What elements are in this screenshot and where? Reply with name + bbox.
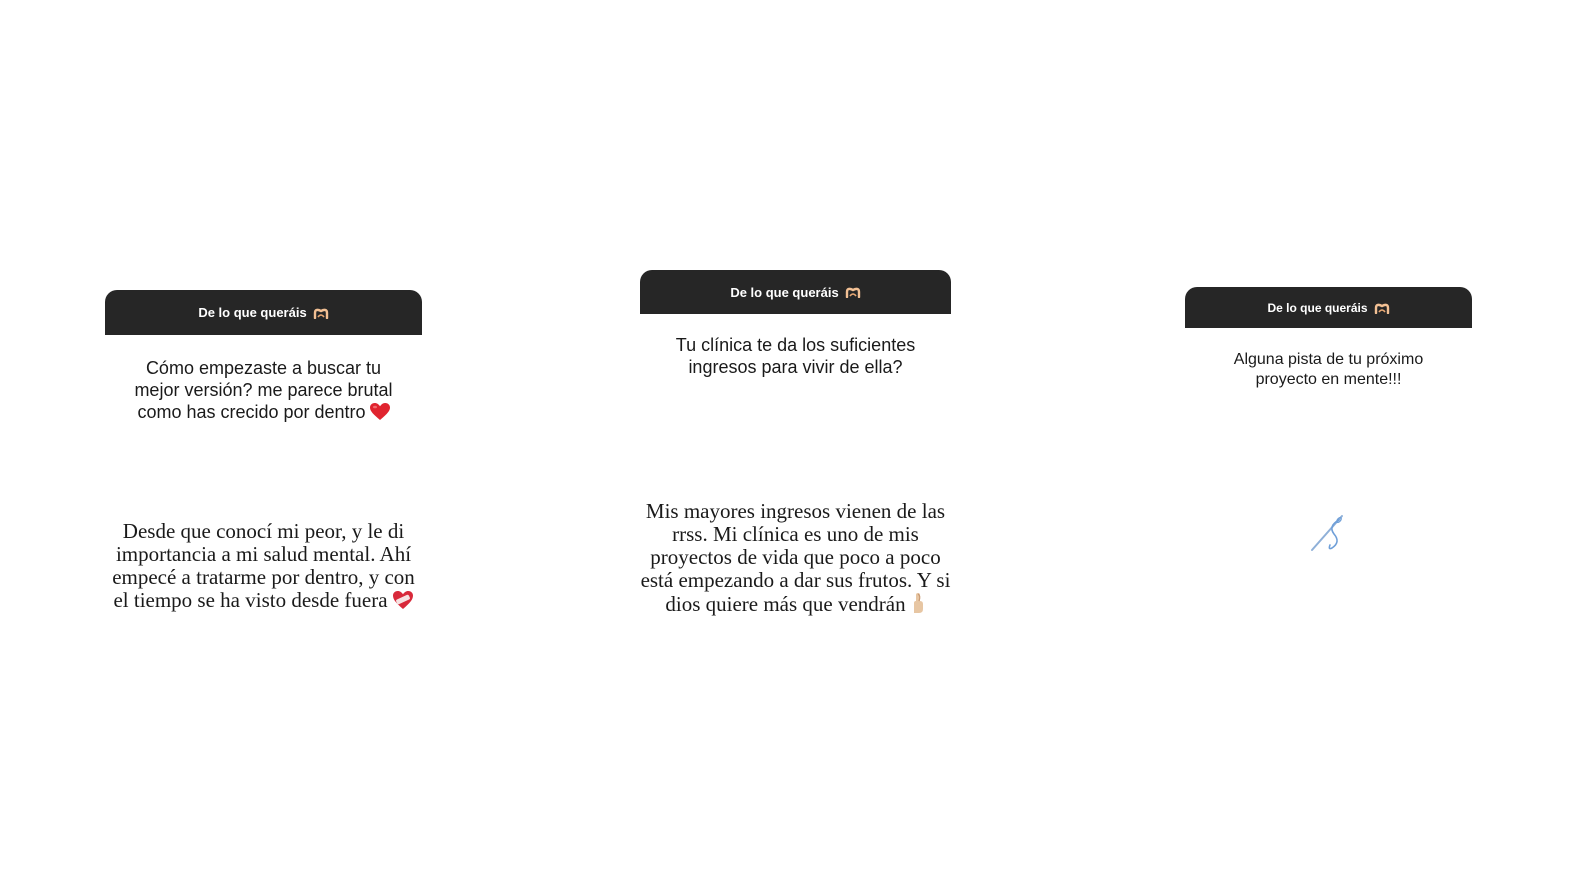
question-sticker[interactable] [1185,287,1472,390]
heart-hands-icon [313,307,329,319]
heart-hands-icon [1374,302,1390,314]
question-sticker-title: De lo que queráis [730,284,839,300]
question-sticker-title: De lo que queráis [198,305,307,320]
question-sticker-header [1185,287,1472,328]
heart-bandage-icon [392,590,414,610]
question-text: Alguna pista de tu próximo proyecto en mente!!! [1233,351,1424,388]
question-sticker[interactable] [640,270,951,378]
question-text: Cómo empezaste a buscar tu mejor versión? me parece brutal como has crecido por dentro [134,358,393,422]
answer-text: Mis mayores ingresos vienen de las rrss. Mi clínica es uno de mis proyectos de vida que poco a poco está empezando a dar sus frutos. Y si dios quiere más que vendrán [640,499,951,616]
red-heart-icon [370,403,390,421]
heart-hands-icon [845,286,861,298]
question-sticker-header [105,290,422,335]
question-sticker-title: De lo que queráis [1267,300,1368,315]
needle-thread-icon [1308,512,1348,554]
question-sticker[interactable] [105,290,422,423]
question-sticker-header [640,270,951,314]
answer-text: Desde que conocí mi peor, y le di importancia a mi salud mental. Ahí empecé a tratarme por dentro, y con el tiempo se ha visto desde fuera [112,519,415,612]
crossed-fingers-icon [910,592,926,614]
question-text: Tu clínica te da los suficientes ingresos para vivir de ella? [675,335,916,377]
